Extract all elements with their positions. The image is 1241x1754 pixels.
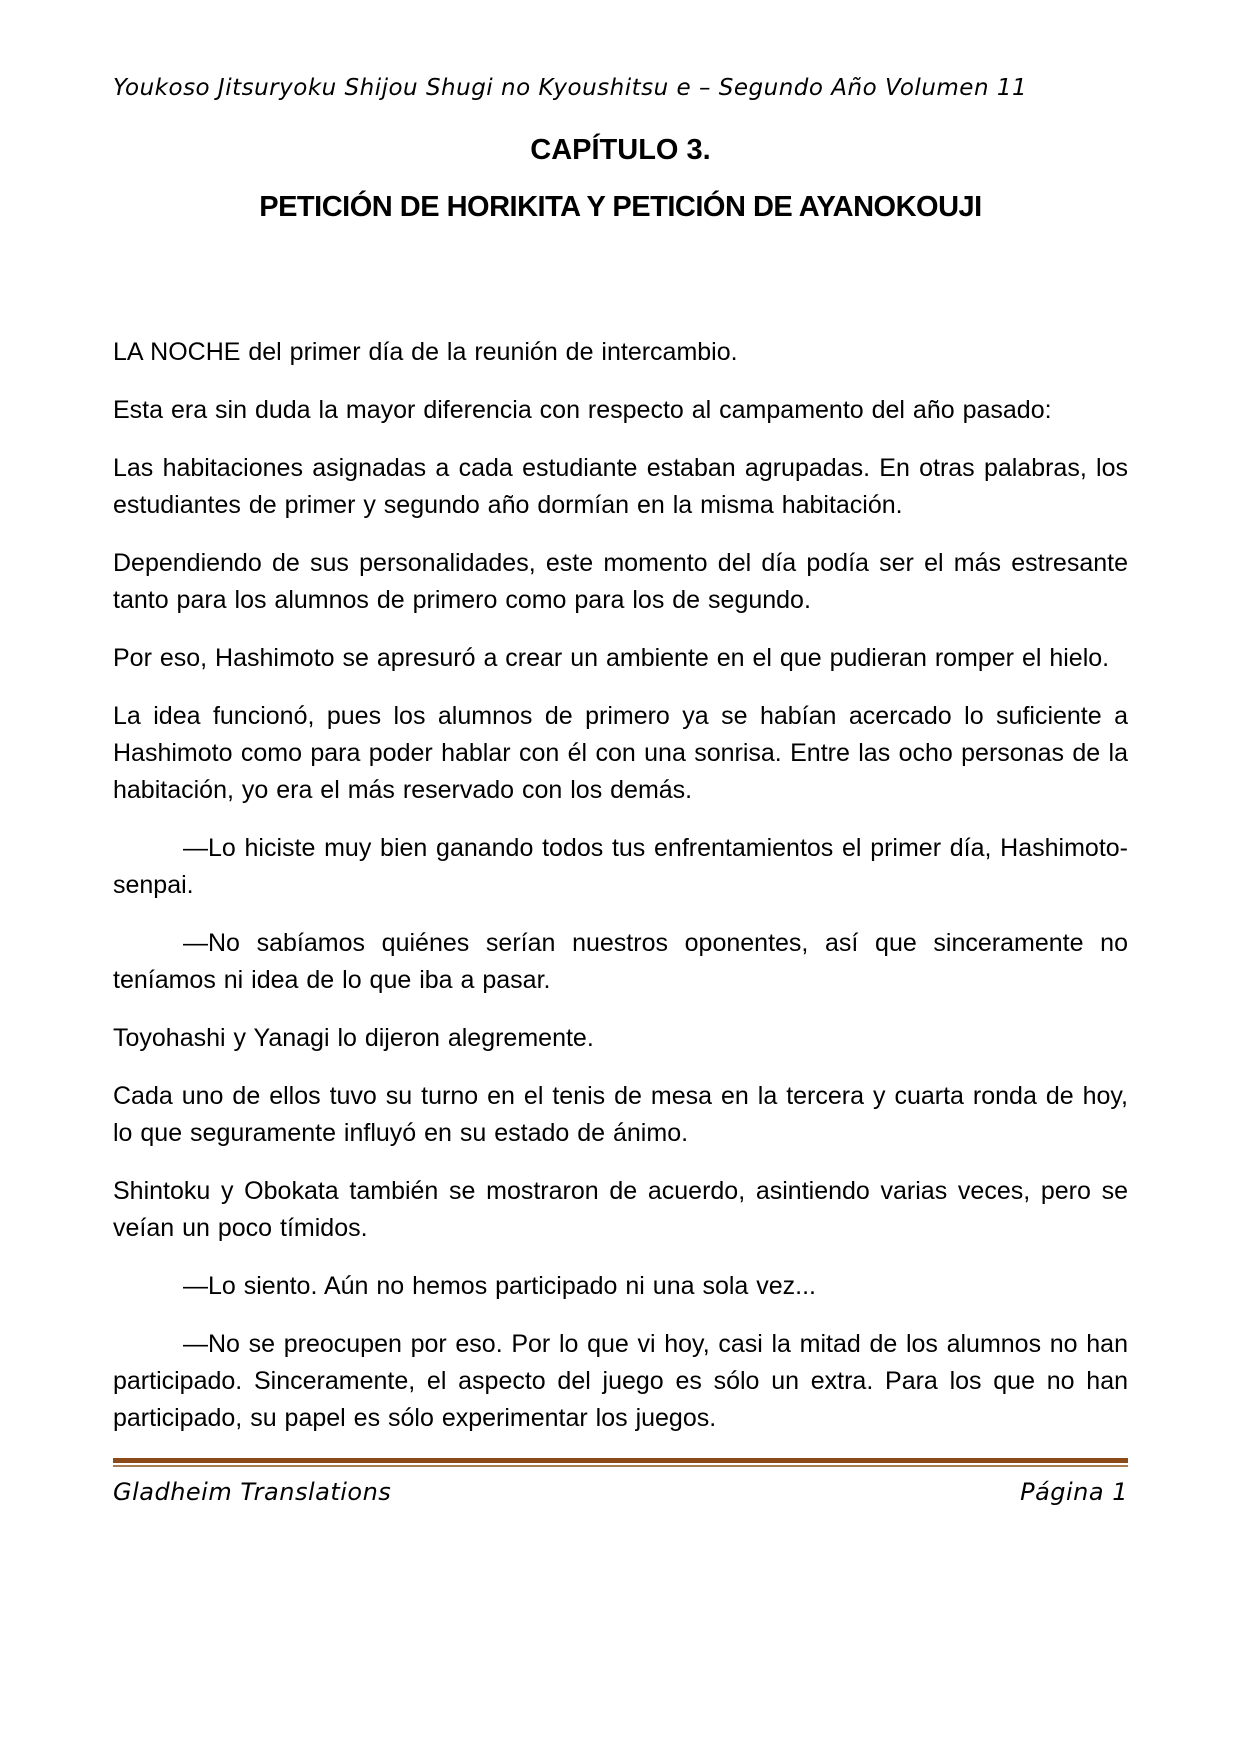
paragraph: —No se preocupen por eso. Por lo que vi hoy, casi la mitad de los alumnos no han participado. Sinceramente, el aspecto del juego es sólo un extra. Para los que no han participado, su papel es sólo experimentar los juegos. bbox=[113, 1330, 1128, 1432]
page-content bbox=[0, 71, 1241, 1509]
paragraph: Por eso, Hashimoto se apresuró a crear un ambiente en el que pudieran romper el hielo. bbox=[113, 644, 1110, 672]
page-footer bbox=[113, 1458, 1128, 1509]
chapter-subtitle: PETICIÓN DE HORIKITA Y PETICIÓN DE AYANOKOUJI bbox=[259, 191, 982, 223]
paragraph: —Lo siento. Aún no hemos participado ni una sola vez... bbox=[183, 1272, 816, 1300]
footer-row bbox=[113, 1475, 1128, 1509]
chapter-title: CAPÍTULO 3. bbox=[530, 134, 711, 166]
paragraph: La idea funcionó, pues los alumnos de primero ya se habían acercado lo suficiente a Hashimoto como para poder hablar con él con una sonrisa. Entre las ocho personas de la habitación, yo era el más reservado con los demás. bbox=[113, 702, 1128, 804]
paragraph: Esta era sin duda la mayor diferencia con respecto al campamento del año pasado: bbox=[113, 396, 1052, 424]
paragraph: LA NOCHE del primer día de la reunión de intercambio. bbox=[113, 338, 738, 366]
body-paragraphs bbox=[113, 334, 1128, 1437]
paragraph: —No sabíamos quiénes serían nuestros oponentes, así que sinceramente no teníamos ni idea de lo que iba a pasar. bbox=[113, 929, 1128, 994]
footer-rule-thin bbox=[113, 1465, 1128, 1467]
paragraph: Dependiendo de sus personalidades, este momento del día podía ser el más estresante tanto para los alumnos de primero como para los de segundo. bbox=[113, 549, 1128, 614]
paragraph: —Lo hiciste muy bien ganando todos tus enfrentamientos el primer día, Hashimoto-senpai. bbox=[113, 834, 1128, 899]
paragraph: Las habitaciones asignadas a cada estudiante estaban agrupadas. En otras palabras, los estudiantes de primer y segundo año dormían en la misma habitación. bbox=[113, 454, 1128, 519]
paragraph: Shintoku y Obokata también se mostraron de acuerdo, asintiendo varias veces, pero se veían un poco tímidos. bbox=[113, 1177, 1128, 1242]
paragraph: Toyohashi y Yanagi lo dijeron alegremente. bbox=[113, 1024, 594, 1052]
footer-page-number: Página 1 bbox=[1020, 1478, 1128, 1506]
running-header: Youkoso Jitsuryoku Shijou Shugi no Kyoushitsu e – Segundo Año Volumen 11 bbox=[113, 75, 1028, 101]
footer-rule-thick bbox=[113, 1458, 1128, 1463]
paragraph: Cada uno de ellos tuvo su turno en el tenis de mesa en la tercera y cuarta ronda de hoy, lo que seguramente influyó en su estado de ánimo. bbox=[113, 1082, 1128, 1147]
footer-translator: Gladheim Translations bbox=[113, 1478, 392, 1506]
